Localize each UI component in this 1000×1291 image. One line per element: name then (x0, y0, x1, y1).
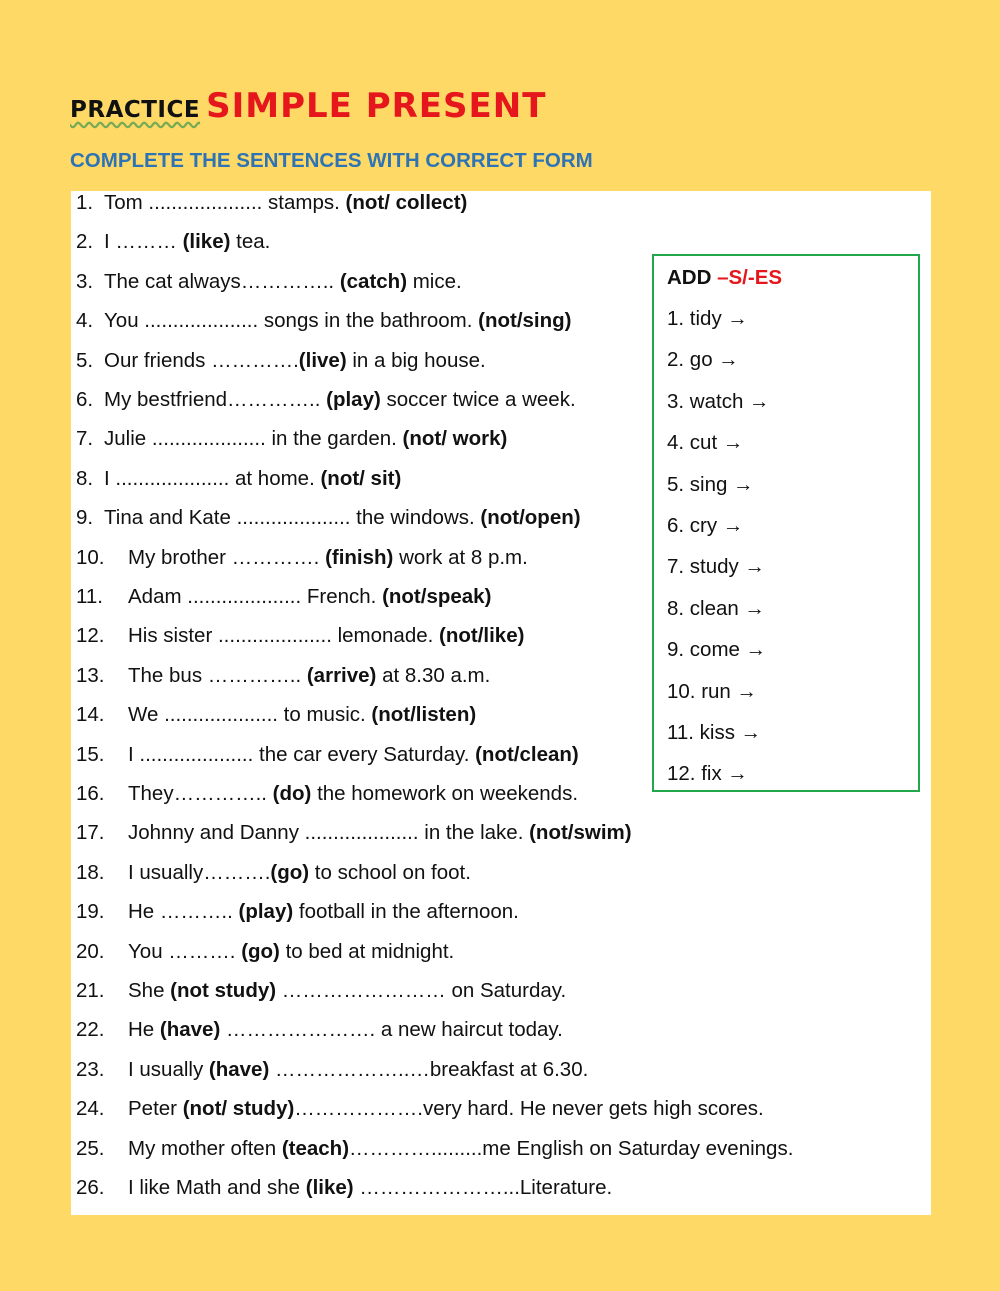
sentence-text (104, 230, 270, 254)
sentence-fragment: I usually (128, 1057, 209, 1081)
sentence-row (76, 742, 579, 767)
sentence-text (104, 349, 486, 373)
sentence-fragment: to bed at midnight. (279, 939, 455, 963)
sentence-fragment: I .................... the car every Saturday. (128, 742, 476, 766)
verb-hint: (catch) (339, 269, 408, 293)
sentence-text (128, 821, 632, 845)
sentence-row (76, 191, 468, 215)
sentence-number: 22. (76, 1018, 105, 1042)
verb-hint: (not/sing) (478, 309, 572, 333)
sentence-fragment: They………….. (128, 782, 273, 805)
sentence-fragment: Peter (128, 1097, 183, 1121)
sentence-fragment: …………………… on Saturday. (276, 979, 567, 1002)
sentence-row (76, 1097, 764, 1121)
sentence-row (76, 782, 579, 806)
sentence-number: 10. (76, 545, 105, 569)
verb-hint: (not/ work) (402, 427, 508, 451)
sentence-row (76, 1176, 613, 1200)
sentence-fragment: Johnny and Danny .................... in the lake. (128, 821, 530, 845)
sentence-fragment: I like Math and she (128, 1176, 306, 1199)
sentence-fragment: My mother often (128, 1136, 282, 1160)
sentence-number: 13. (76, 663, 105, 687)
verb-hint: (live) (298, 348, 347, 372)
verb-hint: (have) (159, 1018, 221, 1042)
add-label: ADD (667, 266, 718, 289)
sentence-number: 9. (76, 506, 94, 530)
sentence-row (76, 309, 572, 333)
sentence-fragment: I usually………. (128, 860, 271, 884)
sentence-row (76, 388, 576, 412)
sentence-text (128, 979, 566, 1003)
page-title (70, 86, 546, 126)
sentence-number: 24. (76, 1097, 105, 1121)
sentence-number: 4. (76, 309, 94, 333)
sentence-row (76, 860, 471, 885)
verb-hint: (not/ collect) (345, 191, 468, 214)
sentence-row (76, 1057, 589, 1082)
sentence-row (76, 269, 462, 294)
sentence-fragment: the homework on weekends. (311, 782, 579, 805)
sentence-fragment: She (128, 979, 171, 1002)
sentence-row (76, 979, 567, 1003)
verb-item: 2. go → (667, 348, 739, 372)
sentence-number: 21. (76, 979, 105, 1002)
verb-hint: (not/swim) (529, 821, 632, 845)
verb-hint: (not/ sit) (320, 466, 402, 490)
sentence-row (76, 1018, 563, 1042)
sentence-row (76, 585, 492, 609)
sentence-text (128, 1097, 764, 1121)
sentence-text (104, 427, 507, 451)
sentence-number: 15. (76, 742, 105, 766)
verb-hint: (not/listen) (371, 703, 477, 727)
sentence-row (76, 427, 508, 451)
verb-item: 8. clean → (667, 596, 765, 620)
verb-hint: (arrive) (306, 663, 377, 687)
sentence-fragment: Tom .................... stamps. (104, 191, 346, 214)
sentence-row (76, 663, 491, 688)
sentence-text (104, 191, 467, 215)
sentence-fragment: He (128, 1018, 160, 1042)
verb-hint: (like) (305, 1176, 354, 1199)
sentence-text (128, 782, 578, 806)
sentence-number: 18. (76, 860, 105, 884)
sentence-row (76, 466, 402, 491)
sentence-fragment: mice. (407, 269, 462, 293)
verb-hint: (not/clean) (475, 742, 579, 766)
verb-hint: (not/like) (439, 624, 525, 648)
s-es-label: –S/-ES (717, 266, 783, 289)
sentence-row (76, 900, 519, 924)
sentence-fragment: in a big house. (346, 348, 486, 372)
sentence-fragment: Tina and Kate .................... the windows. (104, 506, 481, 530)
sentence-number: 23. (76, 1057, 105, 1081)
sentence-fragment: Adam .................... French. (128, 585, 383, 608)
verb-hint: (go) (270, 860, 310, 884)
sentence-text (104, 270, 462, 294)
verb-item: 7. study → (667, 555, 765, 579)
sentence-row (76, 506, 581, 530)
verb-item: 1. tidy → (667, 307, 748, 330)
verb-item: 6. cry → (667, 514, 744, 537)
verb-hint: (play) (326, 388, 381, 411)
sentence-text (104, 506, 581, 530)
instructions-heading: COMPLETE THE SENTENCES WITH CORRECT FORM (70, 149, 593, 172)
sentence-fragment: I .................... at home. (104, 466, 321, 490)
verb-hint: (not/ study) (182, 1097, 295, 1121)
sentence-row (76, 348, 486, 373)
verb-hint: (play) (238, 900, 294, 924)
sentence-number: 20. (76, 939, 105, 963)
sentence-fragment: tea. (230, 230, 271, 254)
sentence-number: 19. (76, 900, 105, 924)
sentence-text (128, 861, 471, 885)
sentence-number: 6. (76, 388, 94, 411)
sentence-text (128, 1018, 563, 1042)
verb-item: 9. come → (667, 638, 767, 662)
sentence-fragment: He ……….. (128, 900, 239, 924)
sentence-fragment: You ………. (128, 939, 242, 963)
verb-item: 11. kiss → (667, 721, 762, 744)
title-simple-present: SIMPLE PRESENT (206, 86, 547, 126)
sentence-fragment: I ……… (104, 230, 183, 254)
sentence-text (104, 467, 401, 491)
verb-item: 5. sing → (667, 472, 754, 496)
sentence-text (128, 1058, 588, 1082)
sentence-number: 1. (76, 191, 94, 214)
sentence-fragment: to school on foot. (309, 860, 471, 884)
verb-item: 3. watch → (667, 389, 770, 413)
sentence-row (76, 939, 455, 964)
sentence-fragment: The cat always………….. (104, 269, 340, 293)
sentence-fragment: Julie .................... in the garden. (104, 427, 403, 451)
verb-hint: (not study) (170, 979, 277, 1002)
sentence-text (128, 664, 490, 688)
verb-item: 4. cut → (667, 431, 744, 455)
verb-hint: (go) (241, 939, 280, 963)
sentence-fragment: soccer twice a week. (380, 388, 576, 411)
sentence-text (128, 624, 524, 648)
sentence-number: 16. (76, 782, 105, 805)
sentence-row (76, 624, 525, 648)
sentence-number: 11. (76, 585, 103, 608)
sentence-fragment: ………………..…breakfast at 6.30. (269, 1057, 589, 1081)
verb-hint: (have) (208, 1057, 270, 1081)
sentence-text (128, 940, 454, 964)
sentence-row (76, 545, 528, 570)
sentence-fragment: We .................... to music. (128, 703, 372, 727)
sentence-number: 17. (76, 821, 105, 845)
sentence-text (128, 1137, 793, 1161)
verb-item: 10. run → (667, 679, 758, 703)
sentence-number: 26. (76, 1176, 105, 1199)
title-practice: PRACTICE (70, 97, 201, 123)
verb-hint: (not/open) (480, 506, 581, 530)
sentence-text (128, 900, 519, 924)
add-s-es-heading (667, 266, 782, 290)
verb-hint: (not/speak) (382, 585, 492, 608)
sentence-row (76, 821, 632, 845)
sentence-number: 14. (76, 703, 105, 727)
add-s-es-box (652, 254, 920, 792)
sentence-fragment: My bestfriend………….. (104, 388, 327, 411)
sentence-fragment: …………………. a new haircut today. (220, 1018, 563, 1042)
sentence-number: 25. (76, 1136, 105, 1160)
sentence-text (128, 546, 528, 570)
sentence-row (76, 1136, 794, 1161)
sentence-number: 5. (76, 348, 94, 372)
sentence-fragment: work at 8 p.m. (393, 545, 528, 569)
verb-hint: (like) (182, 230, 231, 254)
sentence-text (128, 1176, 612, 1200)
sentence-text (104, 309, 572, 333)
sentence-fragment: ……………….very hard. He never gets high scores. (294, 1097, 764, 1121)
sentence-row (76, 703, 477, 727)
sentence-fragment: ………….........me English on Saturday evenings. (349, 1136, 794, 1160)
verb-hint: (finish) (325, 545, 394, 569)
sentence-fragment: …………………...Literature. (353, 1176, 613, 1199)
sentence-text (128, 743, 579, 767)
sentence-fragment: Our friends …………. (104, 348, 299, 372)
sentence-fragment: The bus ………….. (128, 663, 307, 687)
sentence-number: 7. (76, 427, 94, 451)
sentence-number: 12. (76, 624, 105, 648)
verb-hint: (teach) (281, 1136, 350, 1160)
verb-hint: (do) (272, 782, 312, 805)
sentence-fragment: My brother …………. (128, 545, 326, 569)
sentence-fragment: at 8.30 a.m. (376, 663, 491, 687)
sentence-number: 3. (76, 269, 94, 293)
sentence-number: 8. (76, 466, 94, 490)
sentence-fragment: His sister .................... lemonade. (128, 624, 440, 648)
sentence-text (104, 388, 576, 412)
sentence-number: 2. (76, 230, 94, 254)
verb-item: 12. fix → (667, 762, 748, 786)
sentence-fragment: You .................... songs in the bathroom. (104, 309, 479, 333)
sentence-fragment: football in the afternoon. (293, 900, 519, 924)
sentence-text (128, 703, 476, 727)
sentence-text (128, 585, 491, 609)
sentence-row (76, 230, 271, 254)
